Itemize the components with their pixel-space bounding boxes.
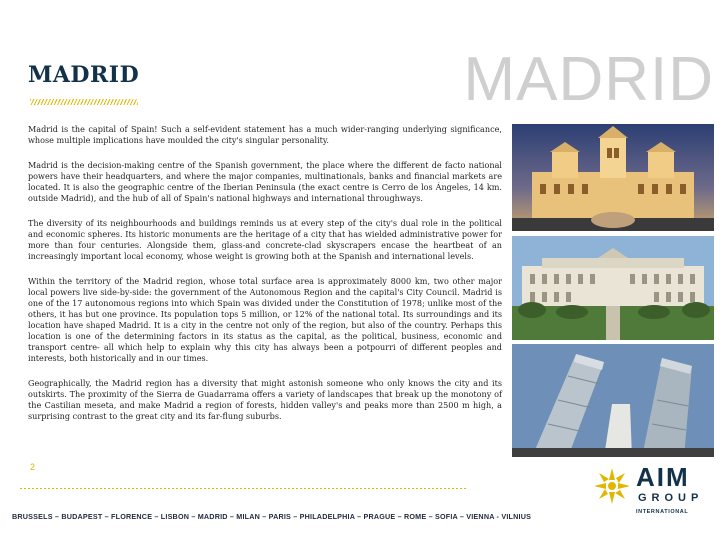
aim-group-logo (592, 462, 704, 522)
photo-royal-palace (512, 236, 714, 340)
body-text (28, 124, 502, 436)
page-number: 2 (30, 462, 36, 472)
logo-group: GROUP (638, 492, 704, 504)
photo-kio-towers (512, 344, 714, 457)
paragraph-1: Madrid is the capital of Spain! Such a self-evident statement has a much wider-ranging underlying significance, whose multiple implications have moulded the city's singular personality. (28, 124, 502, 145)
paragraph-3: The diversity of its neighbourhoods and buildings reminds us at every step of the city's dual role in the political and economic spheres. Its historic monuments are the heritage of a city that has wielded administrative power for more than four centuries. Alongside them, glass-and concrete-clad skyscrapers encase the heartbeat of an increasingly important local economy, whose weight is growing both at the Spanish and international levels. (28, 218, 502, 261)
logo-tagline: INTERNATIONAL (636, 509, 689, 515)
paragraph-5: Geographically, the Madrid region has a diversity that might astonish someone who only knows the city and its outskirts. The proximity of the Sierra de Guadarrama offers a variety of landscapes that break up the monotony of the Castilian meseta, and make Madrid a region of forests, hidden valley's and peaks more than 2500 m high, a surprising contrast to the great city and its far-flung suburbs. (28, 378, 502, 421)
page-title: MADRID (28, 62, 140, 88)
footer-cities: BRUSSELS – BUDAPEST – FLORENCE – LISBON – MADRID – MILAN – PARIS – PHILADELPHIA – PRAGUE – ROME – SOFIA – VIENNA - VILNIUS (12, 512, 532, 521)
title-watermark: MADRID (463, 45, 714, 114)
title-underline (30, 99, 138, 105)
sunburst-icon (592, 466, 632, 506)
logo-name: AIM (636, 462, 690, 492)
paragraph-2: Madrid is the decision-making centre of the Spanish government, the place where the different de facto national powers have their headquarters, and where the major companies, multinationals, banks and financial markets are located. It is also the geographic centre of the Iberian Peninsula (the exact centre is Cerro de los Ángeles, 14 km. outside Madrid), and the hub of all of Spain's national highways and international throughways. (28, 160, 502, 203)
page-divider (20, 488, 466, 489)
photo-cibeles-palace (512, 124, 714, 231)
paragraph-4: Within the territory of the Madrid region, whose total surface area is approximately 8000 km, two other major local powers live side-by-side: the government of the Autonomous Region and the capital's City Council. Madrid is one of the 17 autonomous regions into which Spain was divided under the Constitution of 1978; unlike most of the others, it has but one province. Its population tops 5 million, or 12% of the national total. Its surroundings and its location have shaped Madrid. It is a city in the centre not only of the region, but also of the country. Perhaps this location is one of the determining factors in its status as the capital, as the political, business, economic and transport centre- all which help to explain why this city has always been a potpourri of different peoples and interests, both historically and in our times. (28, 276, 502, 363)
